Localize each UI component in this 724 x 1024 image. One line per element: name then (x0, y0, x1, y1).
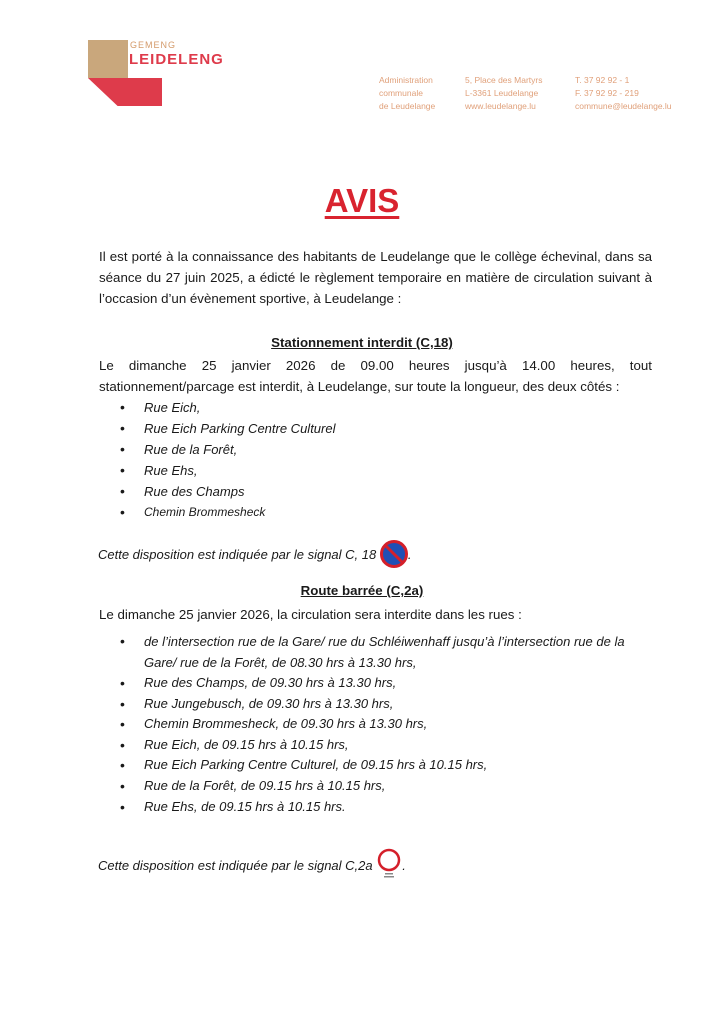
logo-red-block (88, 78, 162, 106)
header-address-col: Administration communale de Leudelange (379, 75, 436, 111)
list-item: • Rue Ehs, (120, 460, 335, 481)
list-item: • Rue Eich Parking Centre Culturel, de 09.15 hrs à 10.15 hrs, (120, 755, 654, 776)
road-closed-sign-icon (376, 848, 402, 885)
section1-note: Cette disposition est indiquée par le signal C, 18 . (98, 540, 411, 571)
section1-text: Le dimanche 25 janvier 2026 de 09.00 heures jusqu’à 14.00 heures, tout stationnement/parcage est interdit, à Leudelange, sur toute la longueur, des deux côtés : (99, 358, 652, 394)
list-item: • Rue Ehs, de 09.15 hrs à 10.15 hrs. (120, 797, 654, 818)
list-item: • Rue Jungebusch, de 09.30 hrs à 13.30 hrs, (120, 694, 654, 715)
logo-small-text: GEMENG (130, 40, 177, 50)
list-item: • Chemin Brommesheck (120, 502, 335, 523)
list-item: • de l’intersection rue de la Gare/ rue du Schléiwenhaff jusqu’à l’intersection rue de la Gare/ rue de la Forêt, de 08.30 hrs à 13.30 hrs, (120, 631, 654, 673)
section2-heading: Route barrée (C,2a) (300, 583, 424, 598)
header-street-col: 5, Place des Martyrs L-3361 Leudelange www.leudelange.lu (465, 75, 543, 111)
list-item: • Rue Eich, de 09.15 hrs à 10.15 hrs, (120, 735, 654, 756)
list-item: • Rue de la Forêt, de 09.15 hrs à 10.15 hrs, (120, 776, 654, 797)
list-item: • Rue Eich, (120, 397, 335, 418)
section1-heading: Stationnement interdit (C,18) (271, 335, 453, 350)
section1-street-list (120, 397, 335, 523)
list-item: • Rue des Champs, de 09.30 hrs à 13.30 hrs, (120, 673, 654, 694)
section2-note: Cette disposition est indiquée par le signal C,2a . (98, 848, 406, 885)
page-title: AVIS (324, 182, 400, 219)
list-item: • Rue des Champs (120, 481, 335, 502)
list-item: • Rue Eich Parking Centre Culturel (120, 418, 335, 439)
logo-gold-block (88, 40, 128, 78)
logo-big-text: LEIDELENG (129, 51, 224, 68)
list-item: • Rue de la Forêt, (120, 439, 335, 460)
intro-paragraph: Il est porté à la connaissance des habitants de Leudelange que le collège échevinal, dans sa séance du 27 juin 2025, a édicté le règlement temporaire en matière de circulation suivant à l’occasion d’un évènement sportive, à Leudelange : (99, 249, 652, 306)
no-parking-sign-icon (380, 540, 408, 571)
list-item: • Chemin Brommesheck, de 09.30 hrs à 13.30 hrs, (120, 714, 654, 735)
header-contact-col: T. 37 92 92 - 1 F. 37 92 92 - 219 commune@leudelange.lu (575, 75, 672, 111)
section2-text: Le dimanche 25 janvier 2026, la circulation sera interdite dans les rues : (99, 607, 522, 622)
section2-street-list (120, 631, 654, 817)
